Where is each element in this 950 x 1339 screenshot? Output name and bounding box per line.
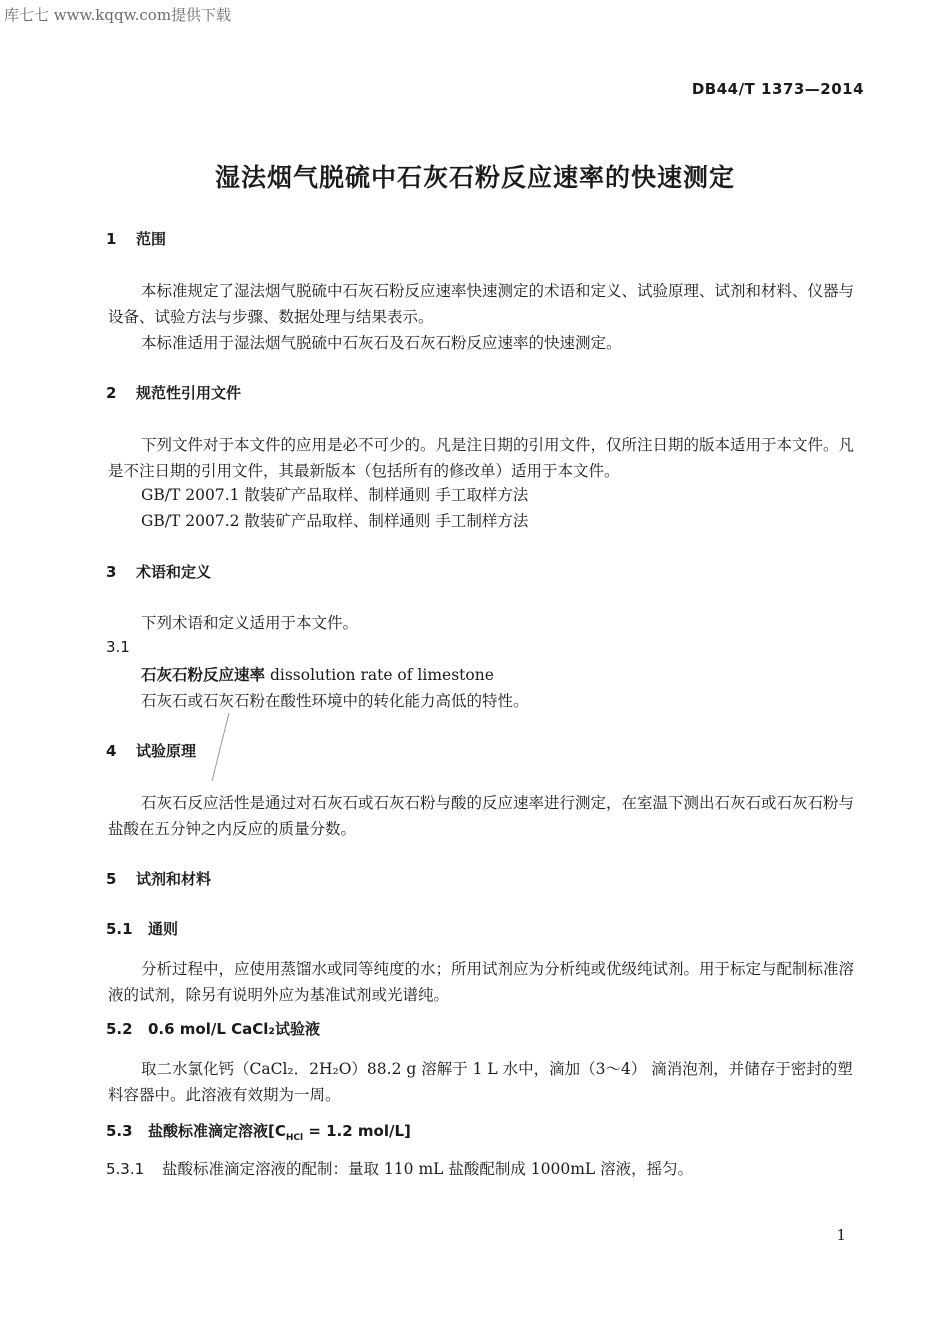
section-number: 5 xyxy=(106,870,117,888)
section-4-heading xyxy=(106,740,196,761)
term-chinese: 石灰石粉反应速率 xyxy=(141,666,266,684)
subsection-number: 5.3.1 xyxy=(106,1160,145,1178)
section-number: 1 xyxy=(106,230,117,248)
section-4-paragraph-1: 石灰石反应活性是通过对石灰石或石灰石粉与酸的反应速率进行测定，在室温下测出石灰石或石灰石粉与盐酸在五分钟之内反应的质量分数。 xyxy=(108,794,855,838)
section-5-heading xyxy=(106,868,211,889)
subsection-number: 5.1 xyxy=(106,920,133,938)
section-number: 4 xyxy=(106,742,117,760)
term-definition: 石灰石或石灰石粉在酸性环境中的转化能力高低的特性。 xyxy=(141,692,529,710)
section-2-heading xyxy=(106,382,241,403)
section-1-paragraph-2: 本标准适用于湿法烟气脱硫中石灰石及石灰石粉反应速率的快速测定。 xyxy=(141,334,622,352)
term-entry xyxy=(141,662,494,688)
term-english: dissolution rate of limestone xyxy=(269,666,494,684)
subsection-title: 盐酸标准滴定溶液[C xyxy=(148,1122,286,1140)
section-number: 2 xyxy=(106,384,117,402)
section-1-heading xyxy=(106,228,166,249)
section-title: 试验原理 xyxy=(136,742,197,760)
reference-2: GB/T 2007.2 散装矿产品取样、制样通则 手工制样方法 xyxy=(141,512,529,530)
subsection-5-1-heading xyxy=(106,918,178,939)
watermark-text: 库七七 www.kqqw.com提供下载 xyxy=(4,6,232,24)
subsection-title-tail: = 1.2 mol/L] xyxy=(303,1122,411,1140)
subsection-number: 5.2 xyxy=(106,1020,133,1038)
subscript-hcl: HCl xyxy=(285,1133,304,1143)
subsection-5-3-1-paragraph: 盐酸标准滴定溶液的配制：量取 110 mL 盐酸配制成 1000mL 溶液，摇匀。 xyxy=(162,1160,694,1178)
page-number: 1 xyxy=(836,1226,846,1244)
subsection-5-3-1 xyxy=(106,1156,693,1182)
section-1-paragraph-1: 本标准规定了湿法烟气脱硫中石灰石粉反应速率快速测定的术语和定义、试验原理、试剂和材料、仪器与设备、试验方法与步骤、数据处理与结果表示。 xyxy=(108,282,855,326)
scan-artifact-line xyxy=(212,713,230,781)
subsection-5-1-paragraph: 分析过程中，应使用蒸馏水或同等纯度的水；所用试剂应为分析纯或优级纯试剂。用于标定与配制标准溶液的试剂，除另有说明外应为基准试剂或光谱纯。 xyxy=(108,960,855,1004)
document-number: DB44/T 1373—2014 xyxy=(691,80,864,98)
section-3-paragraph-1: 下列术语和定义适用于本文件。 xyxy=(141,614,359,632)
section-2-paragraph-1: 下列文件对于本文件的应用是必不可少的。凡是注日期的引用文件，仅所注日期的版本适用于本文件。凡是不注日期的引用文件，其最新版本（包括所有的修改单）适用于本文件。 xyxy=(108,436,855,480)
section-title: 试剂和材料 xyxy=(136,870,212,888)
subsection-5-2-heading xyxy=(106,1018,320,1039)
section-3-heading xyxy=(106,561,211,582)
subsection-number: 5.3 xyxy=(106,1122,133,1140)
subsection-5-2-paragraph: 取二水氯化钙（CaCl₂．2H₂O）88.2 g 溶解于 1 L 水中，滴加（3～4） 滴消泡剂，并储存于密封的塑料容器中。此溶液有效期为一周。 xyxy=(108,1060,853,1104)
subsection-5-3-heading xyxy=(106,1120,411,1143)
section-title: 范围 xyxy=(136,230,167,248)
subsection-title: 0.6 mol/L CaCl₂试验液 xyxy=(148,1020,320,1038)
document-title: 湿法烟气脱硫中石灰石粉反应速率的快速测定 xyxy=(214,163,735,192)
section-title: 术语和定义 xyxy=(136,563,212,581)
section-number: 3 xyxy=(106,563,117,581)
reference-1: GB/T 2007.1 散装矿产品取样、制样通则 手工取样方法 xyxy=(141,486,529,504)
section-title: 规范性引用文件 xyxy=(136,384,242,402)
subsection-title: 通则 xyxy=(148,920,179,938)
subsection-3-1-number: 3.1 xyxy=(106,638,130,656)
